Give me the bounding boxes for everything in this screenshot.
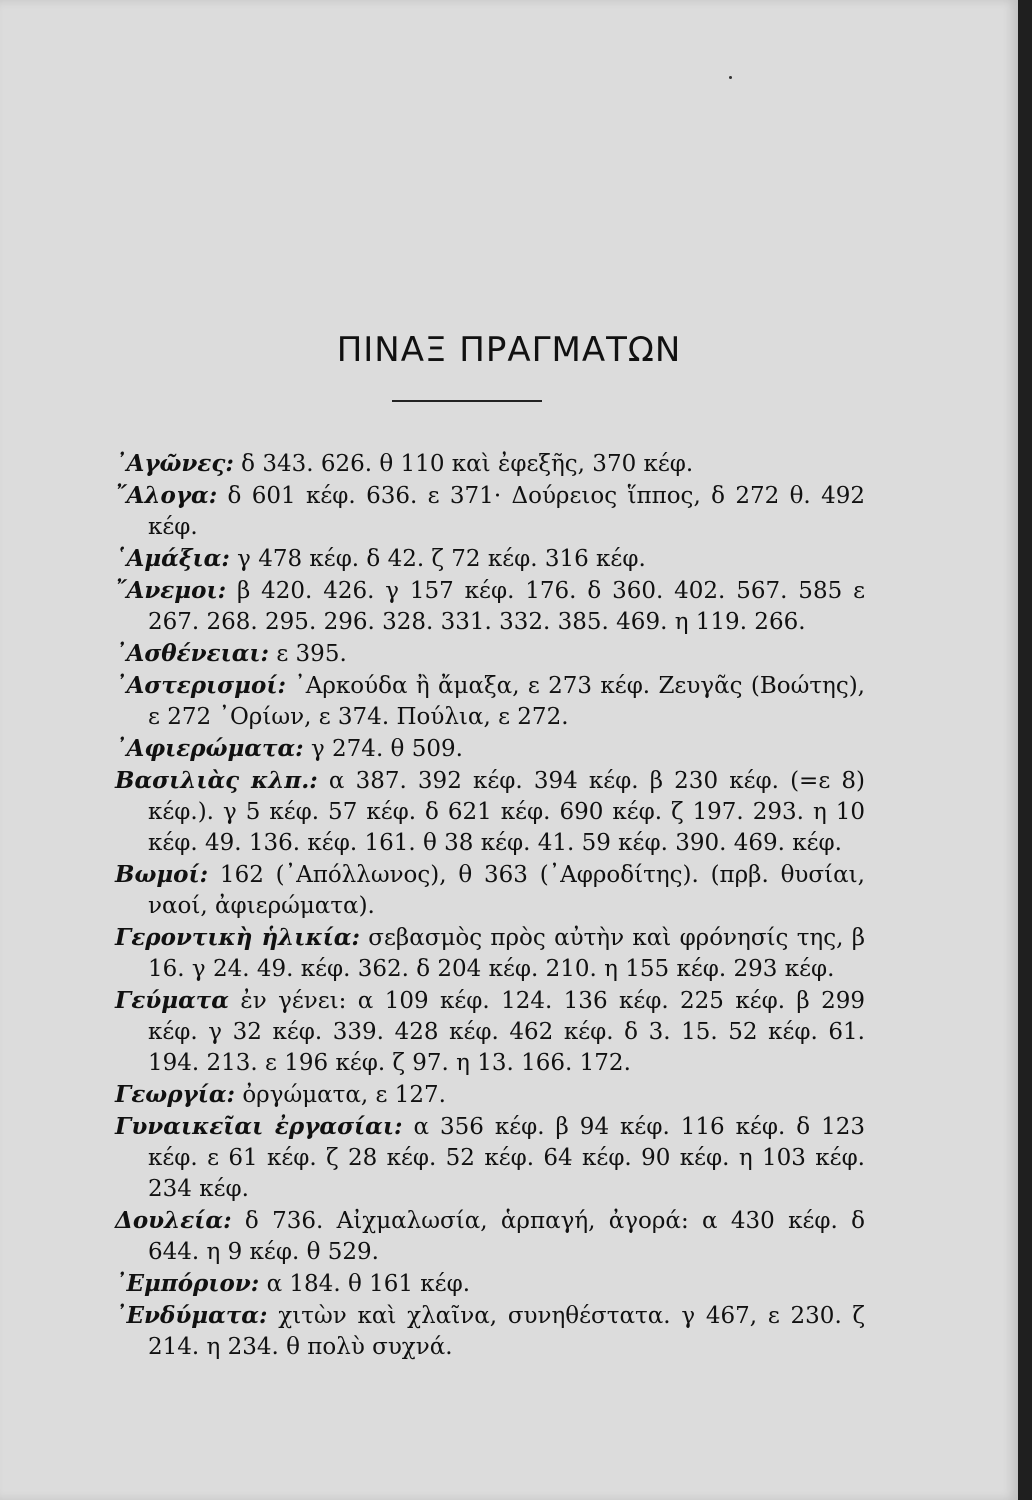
entry-text: χιτὼν καὶ χλαῖνα, συνηθέστατα. γ 467, ε 230. ζ 214. η 234. θ πολὺ συχνά. [148,1303,865,1360]
entry-text: σεβασμὸς πρὸς αὐτὴν καὶ φρόνησίς της, β 16. γ 24. 49. κέφ. 362. δ 204 κέφ. 210. η 155 κέφ. 293 κέφ. [148,925,865,982]
index-entry [115,448,865,480]
index-entry [115,1268,865,1300]
entry-text: 162 (᾿Απόλλωνος), θ 363 (᾿Αφροδίτης). (πρβ. θυσίαι, ναοί, ἀφιερώματα). [148,862,865,919]
entry-term: Βωμοί: [115,861,209,888]
entry-text: ἐν γένει: α 109 κέφ. 124. 136 κέφ. 225 κέφ. β 299 κέφ. γ 32 κέφ. 339. 428 κέφ. 462 κέφ. δ 3. 15. 52 κέφ. 61. 194. 213. ε 196 κέφ. ζ 97. η 13. 166. 172. [148,988,865,1076]
entry-term: ῾Αμάξια: [115,545,230,572]
entry-text: δ 343. 626. θ 110 καὶ ἐφεξῆς, 370 κέφ. [233,451,694,477]
index-entry [115,1079,865,1111]
entry-term: ῎Ανεμοι: [115,577,227,604]
entry-text: δ 601 κέφ. 636. ε 371· Δούρειος ἵππος, δ 272 θ. 492 κέφ. [148,483,865,540]
entry-text: ὀργώματα, ε 127. [235,1082,446,1108]
entry-term: ᾿Αγῶνες: [115,450,234,477]
entry-text: ᾿Αρκούδα ἢ ἄμαξα, ε 273 κέφ. Ζευγᾶς (Βοώτης), ε 272 ᾿Ορίων, ε 374. Πούλια, ε 272. [148,673,865,730]
entry-term: Γυναικεῖαι ἐργασίαι: [115,1113,403,1140]
entry-term: ῎Αλογα: [115,482,218,509]
entry-term: Γεροντικὴ ἡλικία: [115,924,360,951]
index-entry [115,1111,865,1205]
entry-term: ᾿Ασθένειαι: [115,640,270,667]
entry-term: Βασιλιὰς κλπ.: [115,767,318,794]
page-speck [729,76,732,79]
entry-term: Δουλεία: [115,1207,232,1234]
page-title: ΠΙΝΑΞ ΠΡΑΓΜΑΤΩΝ [336,330,682,370]
index-entry [115,922,865,985]
index-entry [115,480,865,543]
index-entry [115,638,865,670]
entry-text: β 420. 426. γ 157 κέφ. 176. δ 360. 402. 567. 585 ε 267. 268. 295. 296. 328. 331. 332. 385. 469. η 119. 266. [148,578,865,635]
entry-text: α 356 κέφ. β 94 κέφ. 116 κέφ. δ 123 κέφ. ε 61 κέφ. ζ 28 κέφ. 52 κέφ. 64 κέφ. 90 κέφ. η 103 κέφ. 234 κέφ. [148,1114,866,1202]
entry-text: α 184. θ 161 κέφ. [259,1271,471,1297]
entry-term: ᾿Αφιερώματα: [115,735,304,762]
index-entry [115,1300,865,1363]
title-rule [392,400,542,402]
entry-term: Γεύματα [115,987,229,1014]
index-entry [115,575,865,638]
index-entry [115,1205,865,1268]
entry-term: Γεωργία: [115,1081,236,1108]
entry-text: γ 274. θ 509. [303,736,463,762]
entry-term: ᾿Αστερισμοί: [115,672,286,699]
index-entry [115,985,865,1079]
index-entry [115,670,865,733]
entry-text: α 387. 392 κέφ. 394 κέφ. β 230 κέφ. (=ε 8) κέφ.). γ 5 κέφ. 57 κέφ. δ 621 κέφ. 690 κέφ. ζ 197. 293. η 10 κέφ. 49. 136. κέφ. 161. θ 38 κέφ. 41. 59 κέφ. 390. 469. κέφ. [148,768,865,856]
entry-term: ᾿Ενδύματα: [115,1302,268,1329]
entry-text: ε 395. [269,641,347,667]
entry-text: γ 478 κέφ. δ 42. ζ 72 κέφ. 316 κέφ. [229,546,646,572]
index-entry [115,859,865,922]
index-entry [115,765,865,859]
index-entry [115,543,865,575]
entry-text: δ 736. Αἰχμαλωσία, ἁρπαγή, ἀγορά: α 430 κέφ. δ 644. η 9 κέφ. θ 529. [148,1208,865,1265]
index-entries [115,448,865,1363]
index-entry [115,733,865,765]
page-edge-shadow [1018,0,1032,1500]
entry-term: ᾿Εμπόριον: [115,1270,260,1297]
